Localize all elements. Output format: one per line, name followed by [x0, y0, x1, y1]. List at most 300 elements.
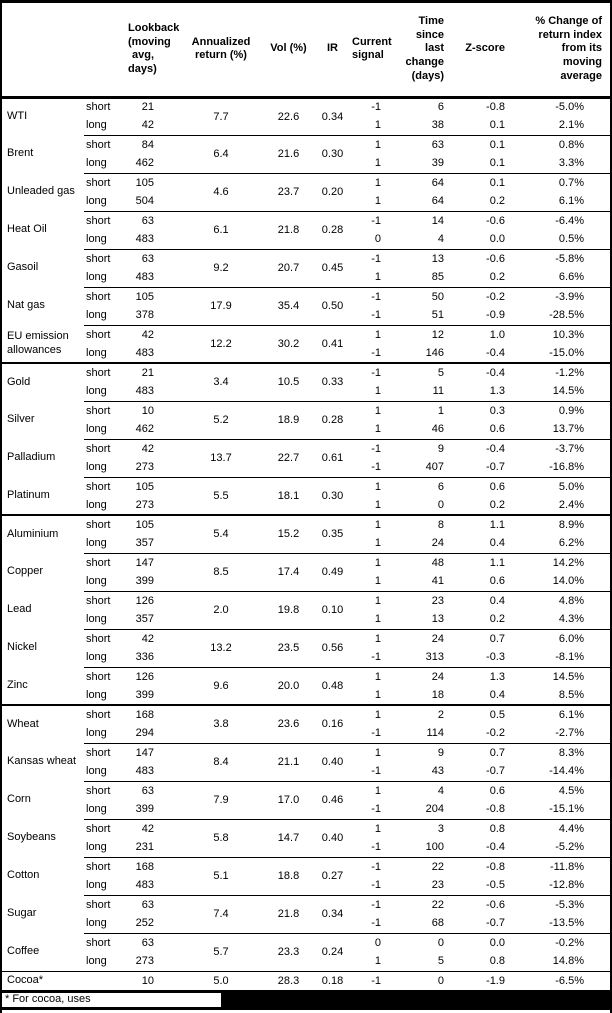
pct-change-value: 3.3% — [558, 157, 584, 170]
pct-change-value: 13.7% — [552, 423, 584, 436]
ir-value: 0.24 — [315, 933, 350, 971]
time-since-change-value: 46 — [431, 423, 444, 436]
lookback-value: 126 — [126, 667, 180, 686]
commodity-name: Brent — [7, 147, 34, 160]
annualized-return-value: 5.0 — [180, 971, 262, 990]
lookback-value: 63 — [126, 933, 180, 952]
time-since-change-value: 100 — [425, 841, 444, 854]
table-row — [2, 705, 610, 724]
time-since-change-value: 24 — [431, 537, 444, 550]
table-row — [2, 971, 610, 990]
vol-value: 18.1 — [262, 477, 315, 515]
time-since-change-value: 48 — [395, 553, 462, 572]
pct-change-value: 8.5% — [558, 689, 584, 701]
horizon-label: long — [86, 841, 107, 854]
pct-change-value: -6.5% — [525, 971, 610, 990]
ir-value: 0.40 — [315, 819, 350, 857]
pct-change-value: 6.0% — [525, 629, 610, 648]
lookback-value: 105 — [126, 173, 180, 192]
ir-value: 0.45 — [315, 249, 350, 287]
table-row — [2, 515, 610, 534]
horizon-label: short — [84, 477, 126, 496]
vol-value: 21.1 — [262, 743, 315, 781]
ir-value: 0.18 — [315, 971, 350, 990]
footnote-bar — [2, 990, 610, 1010]
lookback-value: 42 — [126, 439, 180, 458]
table-row — [2, 781, 610, 800]
pct-change-value: -5.2% — [555, 841, 584, 854]
current-signal-value: -1 — [371, 461, 381, 474]
annualized-return-value: 2.0 — [180, 591, 262, 629]
current-signal-value: -1 — [350, 857, 395, 876]
commodity-name: Coffee — [7, 944, 40, 957]
pct-change-value: 6.6% — [558, 271, 584, 284]
zscore-value: 0.1 — [489, 119, 505, 132]
vol-value: 30.2 — [262, 325, 315, 363]
lookback-value: 462 — [135, 423, 154, 436]
lookback-value: 483 — [135, 271, 154, 284]
pct-change-value: 6.1% — [558, 195, 584, 208]
annualized-return-value: 13.2 — [180, 629, 262, 667]
zscore-value: 0.5 — [462, 705, 525, 724]
commodity-name: Unleaded gas — [7, 185, 75, 198]
zscore-value: 1.3 — [489, 385, 505, 398]
time-since-change-value: 23 — [395, 591, 462, 610]
horizon-label: long — [86, 233, 107, 246]
lookback-value: 483 — [135, 879, 154, 892]
pct-change-value: 8.3% — [525, 743, 610, 762]
col-header-ir: IR — [315, 3, 350, 97]
annualized-return-value: 3.4 — [180, 363, 262, 401]
annualized-return-value: 7.7 — [213, 110, 229, 123]
pct-change-value: 14.5% — [525, 667, 610, 686]
time-since-change-value: 22 — [395, 857, 462, 876]
horizon-label: short — [84, 401, 126, 420]
ir-value: 0.48 — [315, 667, 350, 705]
horizon-label: short — [84, 629, 126, 648]
lookback-value: 483 — [135, 347, 154, 359]
time-since-change-value: 14 — [395, 211, 462, 230]
current-signal-value: -1 — [350, 363, 395, 382]
ir-value: 0.50 — [315, 287, 350, 325]
lookback-value: 63 — [126, 781, 180, 800]
horizon-label: long — [86, 157, 107, 170]
table-row — [2, 325, 610, 344]
pct-change-value: -15.1% — [549, 803, 584, 816]
time-since-change-value: 5 — [437, 955, 444, 968]
current-signal-value: 1 — [374, 613, 381, 626]
zscore-value: -0.6 — [462, 895, 525, 914]
commodity-name: Gasoil — [7, 261, 39, 274]
col-header-time: Time since last change (days) — [395, 3, 462, 97]
col-header-name — [2, 3, 84, 97]
lookback-value: 462 — [135, 157, 154, 170]
zscore-value: -0.6 — [462, 249, 525, 268]
lookback-value: 252 — [135, 917, 154, 930]
zscore-value: 1.0 — [462, 325, 525, 344]
table-row — [2, 287, 610, 306]
lookback-value: 483 — [135, 233, 154, 246]
time-since-change-value: 6 — [395, 477, 462, 496]
current-signal-value: 1 — [350, 173, 395, 192]
time-since-change-value: 146 — [425, 347, 444, 359]
lookback-value: 147 — [126, 743, 180, 762]
horizon-label: short — [84, 287, 126, 306]
zscore-value: -0.5 — [486, 879, 505, 892]
commodity-name: Cocoa* — [2, 971, 84, 990]
time-since-change-value: 64 — [431, 195, 444, 208]
zscore-value: -0.2 — [462, 287, 525, 306]
current-signal-value: 1 — [350, 819, 395, 838]
time-since-change-value: 114 — [426, 727, 444, 740]
vol-value: 28.3 — [262, 971, 315, 990]
commodity-name: Kansas wheat — [7, 755, 77, 768]
lookback-value: 42 — [141, 119, 154, 132]
commodity-name: Sugar — [7, 907, 37, 920]
table-row — [2, 857, 610, 876]
horizon-label: long — [86, 765, 107, 778]
pct-change-value: 6.2% — [558, 537, 584, 550]
lookback-value: 168 — [126, 705, 180, 724]
ir-value: 0.27 — [315, 857, 350, 895]
horizon-label: long — [86, 385, 107, 398]
time-since-change-value: 6 — [437, 101, 444, 114]
horizon-label: short — [84, 933, 126, 952]
lookback-value: 336 — [135, 651, 154, 664]
current-signal-value: -1 — [350, 439, 395, 458]
horizon-label: short — [84, 135, 126, 154]
footnote-text: * For cocoa, uses — [2, 993, 221, 1007]
table-row — [2, 249, 610, 268]
commodity-name: Platinum — [7, 488, 50, 501]
horizon-label: short — [84, 173, 126, 192]
zscore-value: 0.6 — [489, 423, 505, 436]
table-row — [2, 895, 610, 914]
pct-change-value: -5.8% — [525, 249, 610, 268]
lookback-value: 357 — [135, 537, 154, 550]
current-signal-value: 1 — [374, 423, 381, 436]
time-since-change-value: 63 — [395, 135, 462, 154]
current-signal-value: -1 — [350, 211, 395, 230]
time-since-change-value: 64 — [395, 173, 462, 192]
pct-change-value: 4.8% — [525, 591, 610, 610]
pct-change-value: -28.5% — [549, 309, 584, 322]
zscore-value: -0.4 — [486, 841, 505, 854]
vol-value: 22.6 — [277, 110, 300, 123]
lookback-value: 399 — [135, 689, 154, 701]
time-since-change-value: 24 — [395, 629, 462, 648]
horizon-label: short — [84, 363, 126, 382]
current-signal-value: 1 — [374, 271, 381, 284]
current-signal-value: 1 — [350, 705, 395, 724]
zscore-value: -0.4 — [462, 363, 525, 382]
pct-change-value: 5.0% — [525, 477, 610, 496]
horizon-label: short — [84, 591, 126, 610]
annualized-return-value: 9.2 — [180, 249, 262, 287]
lookback-value: 21 — [126, 363, 180, 382]
zscore-value: -0.7 — [486, 461, 505, 474]
commodity-name: Corn — [7, 793, 31, 806]
horizon-label: long — [86, 803, 107, 816]
annualized-return-value: 7.9 — [180, 781, 262, 819]
time-since-change-value: 12 — [395, 325, 462, 344]
pct-change-value: -16.8% — [549, 461, 584, 474]
current-signal-value: 1 — [374, 575, 381, 588]
zscore-value: 0.4 — [462, 591, 525, 610]
zscore-value: 0.4 — [489, 537, 505, 550]
lookback-value: 483 — [135, 385, 154, 398]
current-signal-value: 1 — [350, 477, 395, 496]
zscore-value: 1.1 — [462, 553, 525, 572]
vol-value: 17.0 — [262, 781, 315, 819]
current-signal-value: -1 — [371, 347, 381, 359]
lookback-value: 378 — [135, 309, 154, 322]
table-row — [2, 553, 610, 572]
pct-change-value: 0.5% — [558, 233, 584, 246]
lookback-value: 10 — [126, 971, 180, 990]
lookback-value: 10 — [126, 401, 180, 420]
time-since-change-value: 3 — [395, 819, 462, 838]
time-since-change-value: 51 — [431, 309, 444, 322]
annualized-return-value: 3.8 — [180, 705, 262, 743]
vol-value: 21.6 — [262, 135, 315, 173]
current-signal-value: 1 — [374, 955, 381, 968]
annualized-return-value: 5.8 — [180, 819, 262, 857]
horizon-label: short — [84, 553, 126, 572]
lookback-value: 126 — [126, 591, 180, 610]
pct-change-value: 14.5% — [552, 385, 584, 398]
horizon-label: short — [84, 325, 126, 344]
pct-change-value: 10.3% — [525, 325, 610, 344]
horizon-label: long — [86, 119, 107, 132]
annualized-return-value: 17.9 — [180, 287, 262, 325]
horizon-label: long — [86, 917, 107, 930]
annualized-return-value: 5.5 — [180, 477, 262, 515]
time-since-change-value: 0 — [395, 933, 462, 952]
annualized-return-value: 6.4 — [180, 135, 262, 173]
pct-change-value: 8.9% — [525, 515, 610, 534]
horizon-label: long — [86, 651, 107, 664]
time-since-change-value: 5 — [395, 363, 462, 382]
current-signal-value: 1 — [374, 195, 381, 208]
current-signal-value: 1 — [350, 629, 395, 648]
lookback-value: 357 — [135, 613, 154, 626]
time-since-change-value: 23 — [431, 879, 444, 892]
zscore-value: 0.3 — [462, 401, 525, 420]
current-signal-value: 1 — [350, 591, 395, 610]
lookback-value: 483 — [135, 765, 154, 778]
current-signal-value: 1 — [350, 325, 395, 344]
horizon-label: long — [86, 499, 107, 511]
table-header — [2, 3, 610, 97]
annualized-return-value: 4.6 — [180, 173, 262, 211]
vol-value: 20.7 — [262, 249, 315, 287]
horizon-label: long — [86, 461, 107, 474]
zscore-value: 0.8 — [489, 955, 505, 968]
lookback-value: 42 — [126, 629, 180, 648]
time-since-change-value: 0 — [437, 499, 444, 511]
zscore-value: 0.1 — [462, 135, 525, 154]
zscore-value: 1.3 — [462, 667, 525, 686]
pct-change-value: 4.4% — [525, 819, 610, 838]
lookback-value: 21 — [141, 101, 154, 114]
col-header-z: Z-score — [462, 3, 525, 97]
pct-change-value: -13.5% — [549, 917, 584, 930]
zscore-value: -0.7 — [486, 765, 505, 778]
current-signal-value: 1 — [350, 553, 395, 572]
annualized-return-value: 7.4 — [180, 895, 262, 933]
vol-value: 14.7 — [262, 819, 315, 857]
horizon-label: long — [86, 613, 107, 626]
horizon-label: short — [84, 249, 126, 268]
zscore-value: 0.2 — [489, 195, 505, 208]
zscore-value: -0.6 — [462, 211, 525, 230]
time-since-change-value: 18 — [431, 689, 444, 701]
horizon-label: short — [84, 819, 126, 838]
horizon-label: short — [86, 101, 111, 114]
vol-value: 23.3 — [262, 933, 315, 971]
pct-change-value: 6.1% — [525, 705, 610, 724]
table-row — [2, 135, 610, 154]
zscore-value: 0.2 — [489, 271, 505, 284]
commodity-name: WTI — [7, 109, 28, 122]
lookback-value: 273 — [135, 461, 154, 474]
horizon-label: long — [86, 575, 107, 588]
lookback-value: 399 — [135, 575, 154, 588]
current-signal-value: 1 — [350, 667, 395, 686]
pct-change-value: 0.8% — [525, 135, 610, 154]
vol-value: 15.2 — [262, 515, 315, 553]
current-signal-value: 1 — [350, 135, 395, 154]
table-row — [2, 97, 610, 116]
time-since-change-value: 8 — [395, 515, 462, 534]
lookback-value: 63 — [126, 249, 180, 268]
current-signal-value: 1 — [374, 499, 381, 511]
ir-value: 0.20 — [315, 173, 350, 211]
ir-value: 0.35 — [315, 515, 350, 553]
lookback-value: 84 — [126, 135, 180, 154]
commodity-name: Lead — [7, 603, 32, 616]
time-since-change-value: 13 — [431, 613, 444, 626]
current-signal-value: 1 — [374, 537, 381, 550]
commodity-name: Heat Oil — [7, 223, 47, 236]
current-signal-value: -1 — [371, 765, 381, 778]
horizon-label: short — [84, 781, 126, 800]
pct-change-value: -12.8% — [549, 879, 584, 892]
ir-value: 0.46 — [315, 781, 350, 819]
commodity-name: Gold — [2, 363, 84, 401]
time-since-change-value: 9 — [395, 743, 462, 762]
table-row — [2, 439, 610, 458]
horizon-label: short — [84, 743, 126, 762]
pct-change-value: -5.0% — [555, 101, 584, 114]
commodity-name: Cotton — [7, 869, 40, 882]
zscore-value: 0.6 — [489, 575, 505, 588]
time-since-change-value: 43 — [431, 765, 444, 778]
current-signal-value: -1 — [371, 841, 381, 854]
col-header-vol: Vol (%) — [262, 3, 315, 97]
time-since-change-value: 4 — [395, 781, 462, 800]
vol-value: 23.6 — [262, 705, 315, 743]
header-row — [2, 3, 610, 97]
vol-value: 35.4 — [262, 287, 315, 325]
pct-change-value: -8.1% — [555, 651, 584, 664]
lookback-value: 42 — [126, 819, 180, 838]
horizon-label — [84, 971, 126, 990]
table-row — [2, 667, 610, 686]
ir-value: 0.28 — [315, 211, 350, 249]
pct-change-value: 2.4% — [558, 499, 584, 511]
pct-change-value: 0.7% — [525, 173, 610, 192]
zscore-value: -0.8 — [462, 857, 525, 876]
commodity-name: Palladium — [7, 451, 56, 464]
horizon-label: long — [86, 537, 107, 550]
commodity-name: Nat gas — [7, 299, 45, 312]
vol-value: 20.0 — [262, 667, 315, 705]
horizon-label: short — [84, 857, 126, 876]
annualized-return-value: 9.6 — [180, 667, 262, 705]
current-signal-value: 1 — [374, 119, 381, 132]
table-row — [2, 591, 610, 610]
lookback-value: 231 — [135, 841, 154, 854]
pct-change-value: 14.0% — [552, 575, 584, 588]
commodity-name: Soybeans — [7, 831, 56, 844]
horizon-label: long — [86, 423, 107, 436]
time-since-change-value: 41 — [431, 575, 444, 588]
current-signal-value: -1 — [371, 727, 381, 740]
zscore-value: -0.4 — [462, 439, 525, 458]
time-since-change-value: 24 — [395, 667, 462, 686]
current-signal-value: -1 — [371, 803, 381, 816]
pct-change-value: 4.3% — [558, 613, 584, 626]
col-header-pct: % Change of return index from its moving average — [525, 3, 610, 97]
zscore-value: 0.1 — [489, 157, 505, 170]
time-since-change-value: 1 — [395, 401, 462, 420]
commodity-name: Aluminium — [2, 515, 84, 553]
pct-change-value: -0.2% — [525, 933, 610, 952]
lookback-value: 273 — [135, 499, 154, 511]
col-header-lookback: Lookback (moving avg, days) — [126, 3, 180, 97]
pct-change-value: -1.2% — [525, 363, 610, 382]
vol-value: 23.7 — [262, 173, 315, 211]
current-signal-value: 1 — [350, 743, 395, 762]
horizon-label: short — [84, 515, 126, 534]
annualized-return-value: 5.4 — [180, 515, 262, 553]
annualized-return-value: 5.7 — [180, 933, 262, 971]
annualized-return-value: 8.4 — [180, 743, 262, 781]
lookback-value: 273 — [135, 955, 154, 968]
commodity-name: Wheat — [2, 705, 84, 743]
current-signal-value: 1 — [350, 401, 395, 420]
table-row — [2, 743, 610, 762]
time-since-change-value: 2 — [395, 705, 462, 724]
zscore-value: -0.3 — [486, 651, 505, 664]
zscore-value: 0.2 — [489, 499, 505, 511]
vol-value: 21.8 — [262, 211, 315, 249]
horizon-label: long — [86, 879, 107, 892]
ir-value: 0.40 — [315, 743, 350, 781]
pct-change-value: -3.7% — [525, 439, 610, 458]
current-signal-value: -1 — [371, 101, 381, 114]
table-row — [2, 401, 610, 420]
zscore-value: -0.8 — [486, 101, 505, 114]
zscore-value: -0.4 — [486, 347, 505, 359]
pct-change-value: 4.5% — [525, 781, 610, 800]
current-signal-value: 1 — [374, 689, 381, 701]
ir-value: 0.33 — [315, 363, 350, 401]
time-since-change-value: 50 — [395, 287, 462, 306]
ir-value: 0.34 — [321, 110, 344, 123]
